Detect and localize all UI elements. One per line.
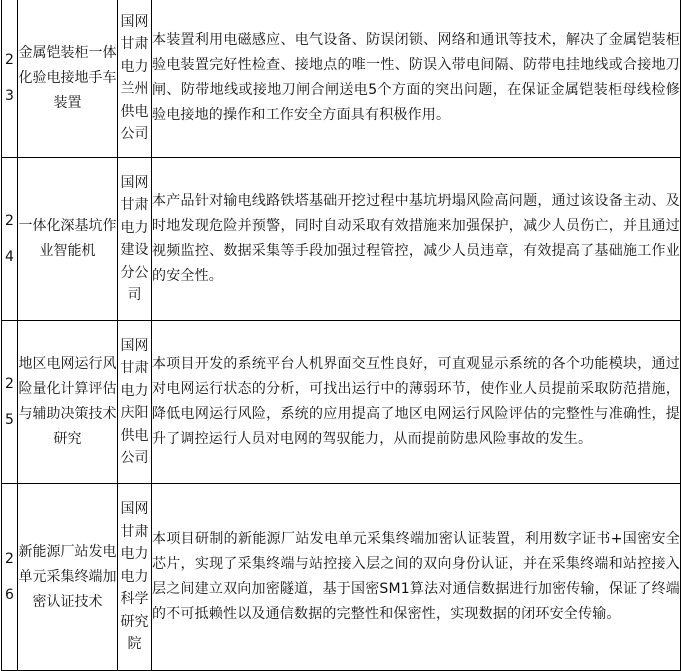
project-name: 新能源厂站发电单元采集终端加密认证技术 xyxy=(18,484,118,671)
project-description: 本装置利用电磁感应、电气设备、防误闭锁、网络和通讯等技术，解决了金属铠装柜验电装置完好性检查、接地点的唯一性、防误入带电间隔、防带电挂地线或合接地刀闸、防带地线或接地刀闸合闸送电5个方面的突出问题，在保证金属铠装柜母线检修验电接地的操作和工作安全方面具有积极作用。 xyxy=(152,0,681,158)
table-row xyxy=(2,321,681,484)
row-number: 25 xyxy=(2,321,18,484)
project-description: 本项目开发的系统平台人机界面交互性良好，可直观显示系统的各个功能模块，通过对电网运行状态的分析，可找出运行中的薄弱环节，使作业人员提前采取防范措施，降低电网运行风险，系统的应用提高了地区电网运行风险评估的完整性与准确性，提升了调控运行人员对电网的驾驭能力，从而提前防患风险事故的发生。 xyxy=(152,321,681,484)
project-description: 本项目研制的新能源厂站发电单元采集终端加密认证装置，利用数字证书+国密安全芯片，实现了采集终端与站控接入层之间的双向身份认证，并在采集终端和站控接入层之间建立双向加密隧道，基于国密SM1算法对通信数据进行加密传输，保证了终端的不可抵赖性以及通信数据的完整性和保密性，实现数据的闭环安全传输。 xyxy=(152,484,681,671)
table-row xyxy=(2,0,681,158)
table-row xyxy=(2,484,681,671)
organization: 国网甘肃电力兰州供电公司 xyxy=(118,0,152,158)
project-name: 金属铠装柜一体化验电接地手车装置 xyxy=(18,0,118,158)
achievement-table xyxy=(1,0,681,671)
table-row xyxy=(2,158,681,321)
project-name: 地区电网运行风险量化计算评估与辅助决策技术研究 xyxy=(18,321,118,484)
project-name: 一体化深基坑作业智能机 xyxy=(18,158,118,321)
organization: 国网甘肃电力电力科学研究院 xyxy=(118,484,152,671)
organization: 国网甘肃电力建设分公司 xyxy=(118,158,152,321)
row-number: 26 xyxy=(2,484,18,671)
organization: 国网甘肃电力庆阳供电公司 xyxy=(118,321,152,484)
project-description: 本产品针对输电线路铁塔基础开挖过程中基坑坍塌风险高问题，通过该设备主动、及时地发现危险并预警，同时自动采取有效措施来加强保护，减少人员伤亡，并且通过视频监控、数据采集等手段加强过程管控，减少人员违章，有效提高了基础施工作业的安全性。 xyxy=(152,158,681,321)
row-number: 23 xyxy=(2,0,18,158)
row-number: 24 xyxy=(2,158,18,321)
